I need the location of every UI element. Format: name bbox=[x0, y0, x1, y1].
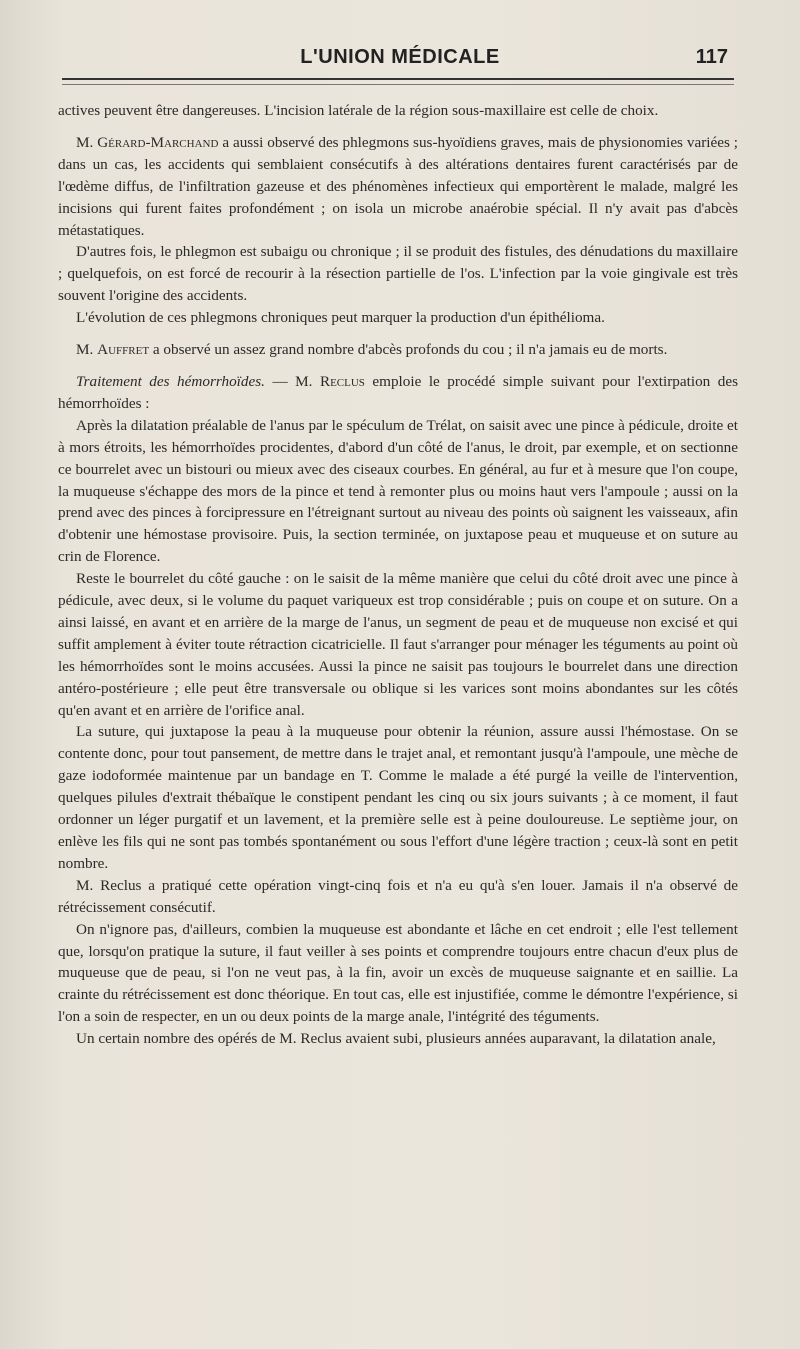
paragraph: L'évolution de ces phlegmons chroniques peut marquer la production d'un épithélioma. bbox=[76, 309, 605, 327]
paragraph-text: a aussi observé des phlegmons sus-hyoïdiens graves, mais de physionomies variées ; dans un cas, les accidents qui semblaient consécutifs à des altérations dentaires furent caractérisés par de l'œdème diffus, de l'infiltration gazeuse et des phénomènes infectieux qui emportèrent le malade, malgré les incisions qui furent faites profondément ; on isola un microbe anaérobie spécial. Il n'y avait pas d'abcès métastatiques. bbox=[58, 133, 738, 239]
article-body bbox=[58, 100, 738, 1050]
section-title: Traitement des hémorrhoïdes. bbox=[76, 372, 265, 390]
paragraph: La suture, qui juxtapose la peau à la muqueuse pour obtenir la réunion, assure aussi l'hémostase. On se contente donc, pour tout pansement, de mettre dans le trajet anal, et remontant jusqu'à l'ampoule, une mèche de gaze iodoformée maintenue par un bandage en T. Comme le malade a été purgé la veille de l'intervention, quelques pilules d'extrait thébaïque le constipent pendant les cinq ou six jours suivants ; à ce moment, il faut ordonner un léger purgatif et un lavement, et la première selle est à peine douloureuse. Le septième jour, on enlève les fils qui ne sont pas tombés spontanément ou sous l'effort d'une légère traction ; ceux-là sont en petit nombre. bbox=[58, 723, 738, 872]
author-name: Reclus bbox=[319, 372, 365, 390]
running-head bbox=[0, 46, 800, 76]
author-name: Auffret bbox=[97, 341, 150, 359]
paragraph: D'autres fois, le phlegmon est subaigu ou chronique ; il se produit des fistules, des dénudations du maxillaire ; quelquefois, on est forcé de recourir à la résection partielle de l'os. L'infection par la voie gingivale est très souvent l'origine des accidents. bbox=[58, 243, 738, 305]
paragraph: On n'ignore pas, d'ailleurs, combien la muqueuse est abondante et lâche en cet endroit ; elle l'est tellement que, lorsqu'on pratique la suture, il faut veiller à ses points et comprendre toujours entre chacun d'eux plus de muqueuse que de peau, si l'on ne veut pas, à la fin, avoir un excès de muqueuse saignante et en saillie. La crainte du rétrécissement est donc théorique. En tout cas, elle est injustifiée, comme le démontre l'expérience, si l'on a soin de respecter, en un ou deux points de la marge anale, l'intégrité des téguments. bbox=[58, 920, 738, 1026]
section-paragraph bbox=[58, 371, 738, 415]
header-rule-thin bbox=[62, 84, 734, 85]
dash: — M. bbox=[264, 372, 320, 390]
paragraph: M. Reclus a pratiqué cette opération vingt-cinq fois et n'a eu qu'à s'en louer. Jamais il n'a observé de rétrécissement consécutif. bbox=[58, 876, 738, 916]
paragraph bbox=[58, 132, 738, 242]
paragraph-text: emploie le procédé simple suivant pour l'extirpation des hémorrhoïdes : bbox=[58, 372, 739, 412]
author-name: Gérard-Marchand bbox=[97, 133, 219, 151]
header-rule bbox=[62, 78, 734, 80]
paragraph: Reste le bourrelet du côté gauche : on le saisit de la même manière que celui du côté droit avec une pince à pédicule, avec deux, si le volume du paquet variqueux est trop considérable ; puis on coupe et on suture. On a ainsi laissé, en avant et en arrière de la marge de l'anus, un segment de peau et de muqueuse non excisé et qui suffit amplement à éviter toute rétraction cicatricielle. Il faut s'arranger pour ménager les téguments au point où les hémorrhoïdes sont le moins accusées. Aussi la pince ne saisit pas toujours le bourrelet dans une direction antéro-postérieure ; elle peut être transversale ou oblique si les varices sont moins abondantes sur les côtés qu'en avant et en arrière de l'orifice anal. bbox=[58, 570, 738, 719]
paragraph: actives peuvent être dangereuses. L'incision latérale de la région sous-maxillaire est celle de choix. bbox=[58, 102, 659, 119]
prefix: M. bbox=[76, 133, 98, 151]
paragraph-text: a observé un assez grand nombre d'abcès profonds du cou ; il n'a jamais eu de morts. bbox=[149, 341, 668, 359]
paragraph: Après la dilatation préalable de l'anus par le spéculum de Trélat, on saisit avec une pince à pédicule, droite et à mors étroits, les hémorrhoïdes procidentes, d'abord d'un côté de l'anus, le droit, par exemple, et on sectionne ce bourrelet avec un bistouri ou mieux avec des ciseaux courbes. En général, au fur et à mesure que l'on coupe, la muqueuse s'échappe des mors de la pince et tend à remonter plus ou moins haut vers l'ampoule ; aussi on la prend avec des pinces à forcipressure en l'étreignant surtout au niveau des points où saignent les vaisseaux, afin d'obtenir une hémostase provisoire. Puis, la section terminée, on juxtapose peau et muqueuse et on suture au crin de Florence. bbox=[58, 416, 738, 566]
paragraph bbox=[58, 339, 738, 361]
page-number: 117 bbox=[695, 46, 728, 68]
journal-title: L'UNION MÉDICALE bbox=[300, 46, 500, 68]
paragraph: Un certain nombre des opérés de M. Reclus avaient subi, plusieurs années auparavant, la dilatation anale, bbox=[76, 1030, 716, 1048]
prefix: M. bbox=[76, 341, 98, 359]
